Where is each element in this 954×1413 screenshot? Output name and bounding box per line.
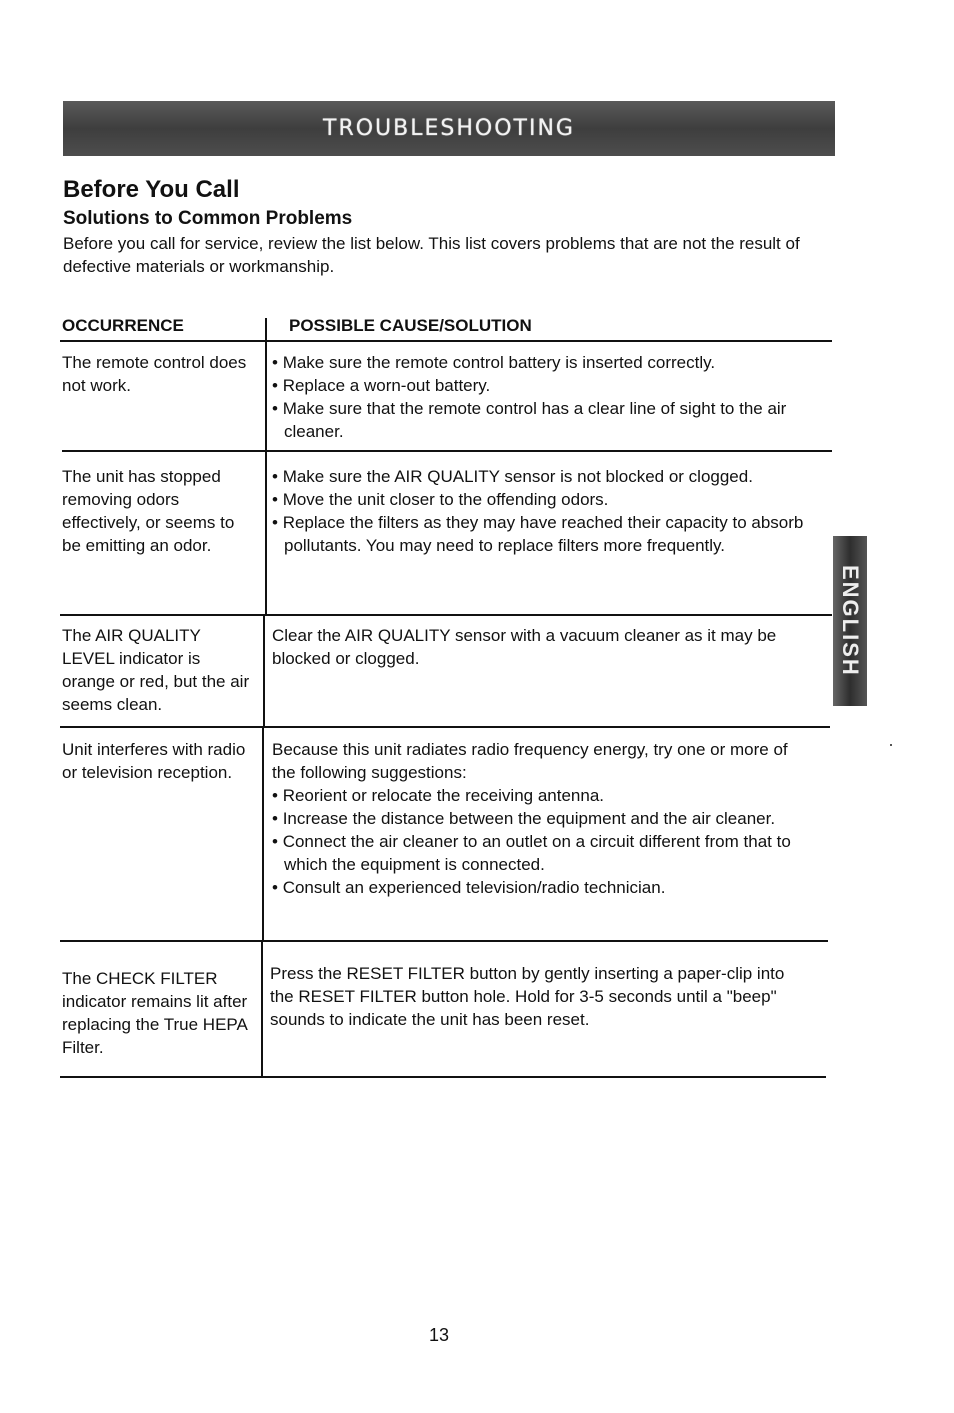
header-rule	[60, 340, 832, 342]
solution-list	[272, 351, 812, 443]
occurrence-cell: The AIR QUALITY LEVEL indicator is orange or red, but the air seems clean.	[62, 626, 250, 714]
solution-bullet: • Move the unit closer to the offending odors.	[272, 488, 812, 511]
occurrence-cell: The CHECK FILTER indicator remains lit after replacing the True HEPA Filter.	[62, 969, 248, 1057]
language-tab-label: ENGLISH	[838, 565, 863, 677]
header-divider	[265, 318, 267, 342]
solution-bullet: • Connect the air cleaner to an outlet on a circuit different from that to which the equipment is connected.	[272, 830, 812, 876]
row-divider	[60, 614, 832, 616]
banner-title: TROUBLESHOOTING	[323, 116, 575, 141]
solution-bullet: • Replace the filters as they may have reached their capacity to absorb pollutants. You may need to replace filters more frequently.	[272, 511, 812, 557]
solution-bullet: • Increase the distance between the equipment and the air cleaner.	[272, 807, 812, 830]
occurrence-cell: The unit has stopped removing odors effectively, or seems to be emitting an odor.	[62, 467, 235, 555]
solution-bullet: • Make sure that the remote control has a clear line of sight to the air cleaner.	[272, 397, 812, 443]
table-bottom-rule	[60, 1076, 826, 1078]
language-tab	[833, 536, 867, 706]
intro-paragraph: Before you call for service, review the list below. This list covers problems that are not the result of defective materials or workmanship.	[63, 234, 800, 276]
solution-cell: Press the RESET FILTER button by gently inserting a paper-clip into the RESET FILTER button hole. Hold for 3-5 seconds until a "beep" sounds to indicate the unit has been reset.	[270, 964, 785, 1029]
occurrence-cell: Unit interferes with radio or television reception.	[62, 740, 246, 782]
column-divider	[265, 342, 267, 452]
column-header-solution: POSSIBLE CAUSE/SOLUTION	[289, 316, 532, 335]
solution-bullet: • Consult an experienced television/radio technician.	[272, 876, 812, 899]
column-divider	[265, 452, 267, 616]
solution-lead-text: Because this unit radiates radio frequency energy, try one or more of the following suggestions:	[272, 740, 788, 782]
solution-bullet: • Reorient or relocate the receiving antenna.	[272, 784, 812, 807]
row-divider	[62, 450, 832, 452]
solution-bullet: • Make sure the AIR QUALITY sensor is not blocked or clogged.	[272, 465, 812, 488]
solution-cell	[272, 351, 812, 443]
occurrence-cell: The remote control does not work.	[62, 353, 247, 395]
solution-bullet: • Make sure the remote control battery is inserted correctly.	[272, 351, 812, 374]
section-subtitle: Solutions to Common Problems	[63, 208, 353, 229]
solution-cell	[272, 738, 812, 899]
solution-list	[272, 784, 812, 899]
row-divider	[60, 726, 830, 728]
solution-list	[272, 465, 812, 557]
column-divider	[261, 942, 263, 1078]
solution-bullet: • Replace a worn-out battery.	[272, 374, 812, 397]
column-divider	[263, 616, 265, 728]
column-divider	[262, 728, 264, 942]
section-banner	[63, 101, 835, 156]
column-header-occurrence: OCCURRENCE	[62, 316, 184, 335]
page-number: 13	[429, 1325, 450, 1345]
solution-cell: Clear the AIR QUALITY sensor with a vacuum cleaner as it may be blocked or clogged.	[272, 626, 777, 668]
solution-cell	[272, 465, 812, 557]
row-divider	[60, 940, 828, 942]
page-title: Before You Call	[63, 176, 240, 203]
print-speck	[890, 744, 892, 746]
